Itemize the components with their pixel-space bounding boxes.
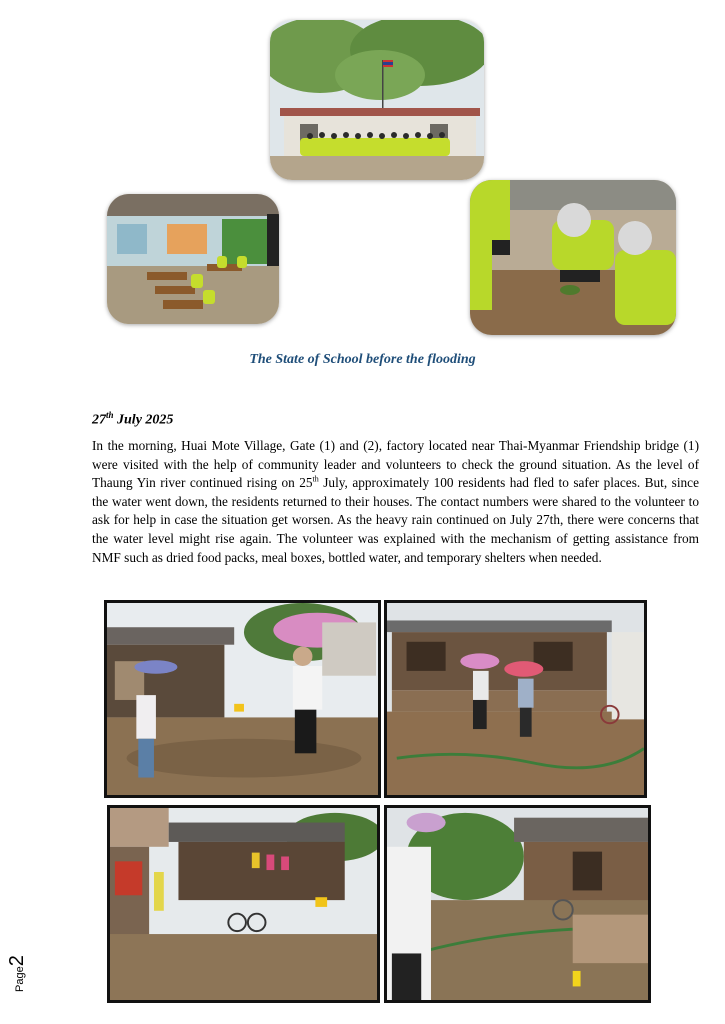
classroom-photo bbox=[107, 194, 279, 324]
school-group-photo bbox=[270, 20, 484, 180]
date-day: 27 bbox=[92, 412, 106, 428]
muddy-yard-photo bbox=[384, 805, 651, 1003]
date-heading bbox=[92, 410, 173, 429]
report-paragraph bbox=[92, 437, 699, 567]
date-rest: July 2025 bbox=[113, 412, 174, 428]
house-two-umbrellas-photo bbox=[384, 600, 647, 798]
paragraph-sup: th bbox=[312, 474, 319, 484]
village-umbrella-photo bbox=[104, 600, 381, 798]
page-number bbox=[4, 940, 44, 1000]
village-houses-photo bbox=[107, 805, 380, 1003]
paragraph-part2: July, approximately 100 residents had fled to safer places. But, since the water went down, the residents returned to their houses. The contact numbers were shared to the volunteer to ask for help in case the situation get worsen. As the heavy rain continued on July 27th, there were concerns that the water level might rise again. The volunteer was explained with the mechanism of getting assistance from NMF such as dried food packs, meal boxes, bottled water, and temporary shelters when needed. bbox=[92, 475, 699, 565]
planting-photo bbox=[470, 180, 676, 335]
page-label: Page bbox=[14, 966, 26, 992]
page-digit: 2 bbox=[6, 955, 28, 967]
date-suffix: th bbox=[106, 410, 114, 420]
paragraph-part1: In the morning, Huai Mote Village, Gate (1) and (2), factory located near Thai-Myanmar Friendship bridge (1) were visited with the help of community leader and volunteers to check the ground situation. As the level of Thaung Yin river continued rising on 25 bbox=[92, 438, 699, 491]
school-caption: The State of School before the flooding bbox=[249, 352, 476, 367]
